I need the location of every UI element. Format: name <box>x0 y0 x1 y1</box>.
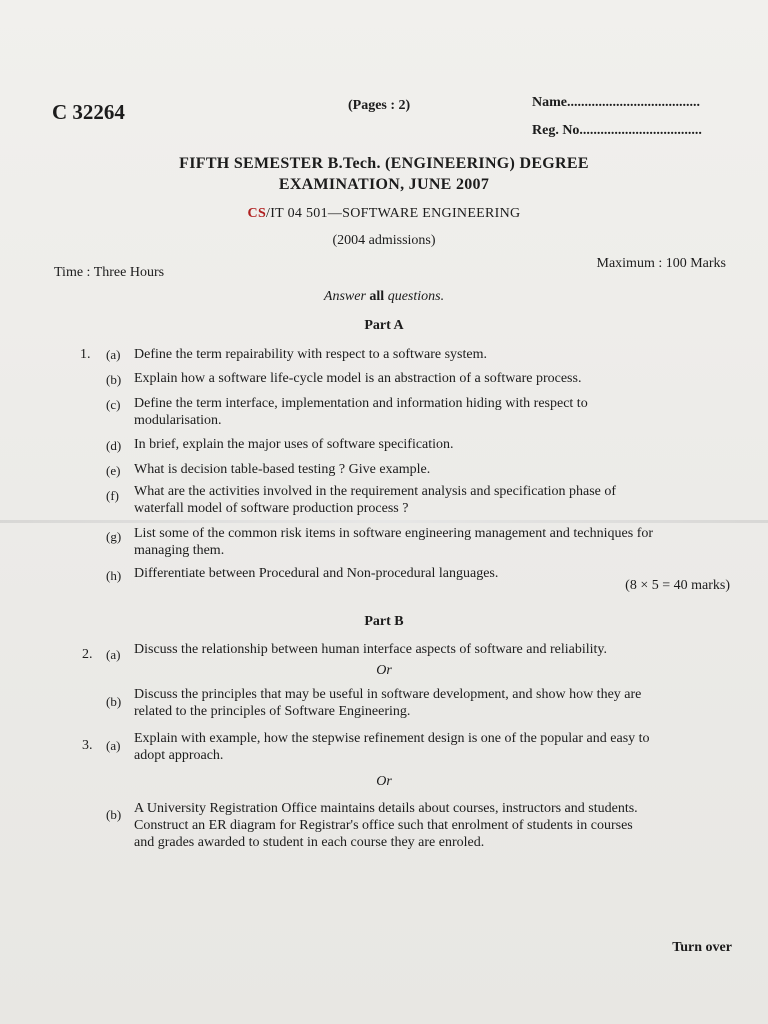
q3-or: Or <box>376 774 392 789</box>
time-allowed: Time : Three Hours <box>54 265 165 280</box>
exam-title-line1: FIFTH SEMESTER B.Tech. (ENGINEERING) DEGREE <box>179 155 589 172</box>
subject-name: /IT 04 501—SOFTWARE ENGINEERING <box>266 206 521 221</box>
q2b-label: (b) <box>106 694 122 709</box>
paper-fold-line <box>0 520 768 523</box>
reg-no-field: Reg. No................................... <box>532 123 702 138</box>
q2b-line1: Discuss the principles that may be useful in software development, and show how they are <box>134 687 642 702</box>
q3a-label: (a) <box>106 738 121 753</box>
q3a-line2: adopt approach. <box>134 748 224 763</box>
q1f-line2: waterfall model of software production process ? <box>134 501 409 516</box>
q2-or: Or <box>376 663 392 678</box>
paper-code: C 32264 <box>52 100 125 124</box>
q3b-line3: and grades awarded to student in each course they are enroled. <box>134 835 485 850</box>
instruction-prefix: Answer <box>323 289 366 304</box>
q1h-label: (h) <box>106 568 122 583</box>
q1b-label: (b) <box>106 372 122 387</box>
question-3-number: 3. <box>82 738 93 753</box>
part-a-marks: (8 × 5 = 40 marks) <box>625 578 730 593</box>
q1g-label: (g) <box>106 529 122 544</box>
q1a-label: (a) <box>106 347 121 362</box>
q1f-line1: What are the activities involved in the requirement analysis and specification phase of <box>134 484 617 499</box>
subject-title <box>0 206 768 222</box>
q3b-line2: Construct an ER diagram for Registrar's office such that enrolment of students in courses <box>134 818 633 833</box>
q3a-text <box>134 730 734 764</box>
q1g-line1: List some of the common risk items in software engineering management and techniques for <box>134 526 654 541</box>
q3b-text <box>134 800 734 851</box>
q1b-line: Explain how a software life-cycle model is an abstraction of a software process. <box>134 371 582 386</box>
q3a-line1: Explain with example, how the stepwise refinement design is one of the popular and easy to <box>134 731 650 746</box>
q1e-label: (e) <box>106 463 121 478</box>
q2a-label: (a) <box>106 647 121 662</box>
part-b-title: Part B <box>364 614 404 629</box>
admissions-note: (2004 admissions) <box>332 233 436 248</box>
q1b-text <box>134 370 734 387</box>
q1e-text <box>134 461 734 478</box>
exam-title-line2: EXAMINATION, JUNE 2007 <box>278 176 490 193</box>
q1e-line: What is decision table-based testing ? Give example. <box>134 462 431 477</box>
instruction-bold: all <box>369 289 385 304</box>
q1d-label: (d) <box>106 438 122 453</box>
q1h-line: Differentiate between Procedural and Non-procedural languages. <box>134 566 499 581</box>
q1a-line: Define the term repairability with respect to a software system. <box>134 347 487 362</box>
q1c-line2: modularisation. <box>134 413 222 428</box>
q1g-text <box>134 525 734 559</box>
q1g-line2: managing them. <box>134 543 225 558</box>
q2a-line: Discuss the relationship between human interface aspects of software and reliability. <box>134 642 607 657</box>
q3b-line1: A University Registration Office maintains details about courses, instructors and students. <box>134 801 638 816</box>
q1c-line1: Define the term interface, implementation and information hiding with respect to <box>134 396 588 411</box>
q2a-text <box>134 641 734 658</box>
name-field: Name...................................... <box>532 95 700 110</box>
maximum-marks: Maximum : 100 Marks <box>596 256 726 271</box>
instruction-suffix: questions. <box>387 289 445 304</box>
subject-code-mark: CS <box>247 206 267 221</box>
q1d-text <box>134 436 734 453</box>
page-count: (Pages : 2) <box>348 98 411 113</box>
question-2-number: 2. <box>82 647 93 662</box>
q1c-label: (c) <box>106 397 121 412</box>
q3b-label: (b) <box>106 807 122 822</box>
q1c-text <box>134 395 734 429</box>
q2b-line2: related to the principles of Software Engineering. <box>134 704 411 719</box>
turn-over: Turn over <box>672 940 732 955</box>
question-1-number: 1. <box>80 347 91 362</box>
q1d-line: In brief, explain the major uses of software specification. <box>134 437 454 452</box>
instruction <box>0 289 768 305</box>
q1f-text <box>134 483 734 517</box>
q2b-text <box>134 686 734 720</box>
q1a-text <box>134 346 734 363</box>
part-a-title: Part A <box>364 318 404 333</box>
q1f-label: (f) <box>106 488 119 503</box>
